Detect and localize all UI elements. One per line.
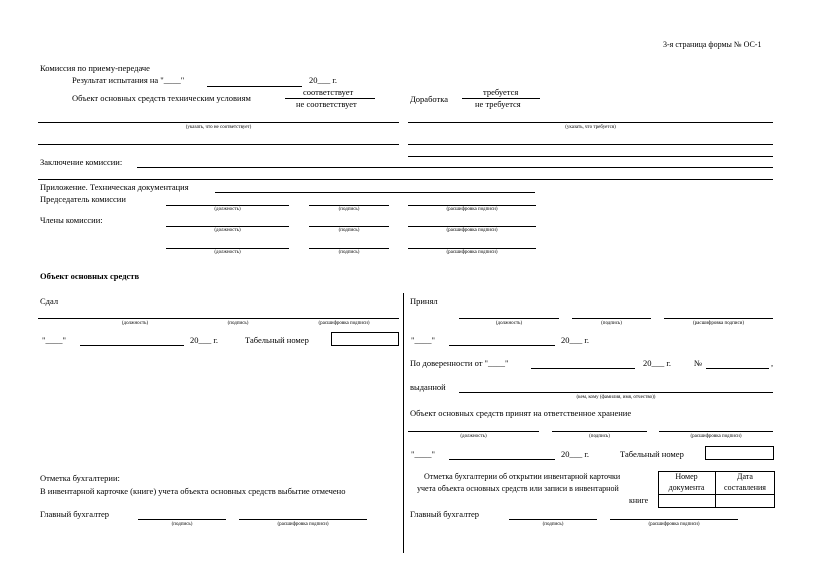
proxy-year: 20___ г. xyxy=(643,358,672,368)
member2-position-line[interactable] xyxy=(166,248,289,249)
test-result-label: Результат испытания на "____" xyxy=(72,75,185,85)
handed-decoding-caption: (расшифровка подписи) xyxy=(318,321,370,326)
right-chief-signature-caption: (подпись) xyxy=(542,522,564,527)
chairman-signature-line[interactable] xyxy=(309,205,389,206)
object-conditions-label: Объект основных средств техническим условиям xyxy=(72,93,251,103)
custody-position-line[interactable] xyxy=(408,431,539,432)
date-header: Дата xyxy=(737,472,753,481)
custody-year: 20___ г. xyxy=(561,449,590,459)
custody-decoding-caption: (расшифровка подписи) xyxy=(690,434,742,439)
chairman-label: Председатель комиссии xyxy=(40,194,126,204)
required-line[interactable] xyxy=(408,122,773,123)
conclusion-line[interactable] xyxy=(137,167,773,168)
custody-signature-line[interactable] xyxy=(552,431,647,432)
handed-decoding-line[interactable] xyxy=(290,318,398,319)
not-complies-line[interactable] xyxy=(38,122,399,123)
custody-text: Объект основных средств принят на ответственное хранение xyxy=(410,408,632,418)
custody-decoding-line[interactable] xyxy=(659,431,773,432)
member2-position-caption: (должность) xyxy=(214,250,241,255)
handed-signature-line[interactable] xyxy=(198,318,278,319)
complies-option[interactable]: соответствует xyxy=(303,87,354,97)
handed-date-line[interactable] xyxy=(80,345,184,346)
rework-label: Доработка xyxy=(410,94,449,104)
received-position-caption: (должность) xyxy=(495,321,523,326)
left-accounting-mark-title: Отметка бухгалтерии: xyxy=(40,473,120,483)
handed-position-line[interactable] xyxy=(84,318,186,319)
chairman-decoding-caption: (расшифровка подписи) xyxy=(446,207,498,212)
left-chief-decoding-line[interactable] xyxy=(239,519,367,520)
issued-label: выданной xyxy=(410,382,446,392)
handed-tab-number-field[interactable] xyxy=(331,332,399,346)
right-chief-decoding-line[interactable] xyxy=(610,519,738,520)
doc-number-header: Номер xyxy=(675,472,698,481)
member1-signature-caption: (подпись) xyxy=(338,228,360,233)
handed-tab-number-label: Табельный номер xyxy=(245,335,309,345)
member1-decoding-caption: (расшифровка подписи) xyxy=(446,228,498,233)
chairman-decoding-line[interactable] xyxy=(408,205,536,206)
proxy-date-line[interactable] xyxy=(531,368,635,369)
right-chief-signature-line[interactable] xyxy=(509,519,597,520)
proxy-comma: , xyxy=(771,358,774,368)
doc-number-cell[interactable] xyxy=(659,495,715,506)
required-line-2[interactable] xyxy=(408,144,773,145)
chairman-signature-caption: (подпись) xyxy=(338,207,360,212)
right-chief-accountant-label: Главный бухгалтер xyxy=(410,509,480,519)
received-decoding-caption: (расшифровка подписи) xyxy=(692,321,745,326)
hint-not-complies: (указать, что не соответствует) xyxy=(185,125,252,130)
attachment-label: Приложение. Техническая документация xyxy=(40,182,189,192)
date-header-2: составления xyxy=(724,483,766,492)
member2-signature-line[interactable] xyxy=(309,248,389,249)
members-label: Члены комиссии: xyxy=(40,215,103,225)
proxy-number-sign: № xyxy=(694,358,703,368)
test-date-line[interactable] xyxy=(207,86,302,87)
received-signature-line[interactable] xyxy=(572,318,651,319)
rework-required-option[interactable]: требуется xyxy=(483,87,519,97)
hint-required: (указать, что требуется) xyxy=(565,125,616,130)
handed-date-quote: "____" xyxy=(42,335,66,345)
right-accounting-mark-line3: книге xyxy=(629,496,649,505)
left-accounting-mark-text: В инвентарной карточке (книге) учета объекта основных средств выбытие отмечено xyxy=(40,486,346,496)
left-chief-accountant-label: Главный бухгалтер xyxy=(40,509,110,519)
left-chief-signature-caption: (подпись) xyxy=(171,522,193,527)
member1-signature-line[interactable] xyxy=(309,226,389,227)
received-decoding-line[interactable] xyxy=(664,318,773,319)
member1-decoding-line[interactable] xyxy=(408,226,536,227)
member2-decoding-line[interactable] xyxy=(408,248,536,249)
not-complies-line-2[interactable] xyxy=(38,144,399,145)
conclusion-label: Заключение комиссии: xyxy=(40,157,123,167)
issued-hint: (кем, кому (фамилия, имя, отчество)) xyxy=(576,395,656,400)
received-year: 20___ г. xyxy=(561,335,590,345)
doc-number-header-2: документа xyxy=(668,483,705,492)
member1-position-line[interactable] xyxy=(166,226,289,227)
attachment-line[interactable] xyxy=(215,192,535,193)
right-chief-decoding-caption: (расшифровка подписи) xyxy=(648,522,700,527)
custody-date-quote: "____" xyxy=(411,449,435,459)
required-line-3[interactable] xyxy=(408,156,773,157)
member1-position-caption: (должность) xyxy=(214,228,241,233)
received-date-line[interactable] xyxy=(449,345,555,346)
left-chief-signature-line[interactable] xyxy=(138,519,226,520)
custody-tab-number-label: Табельный номер xyxy=(620,449,684,459)
proxy-label: По доверенности от "____" xyxy=(410,358,509,368)
chairman-position-caption: (должность) xyxy=(214,207,241,212)
column-divider xyxy=(403,293,404,553)
received-position-line[interactable] xyxy=(459,318,559,319)
received-label: Принял xyxy=(410,296,438,306)
handed-label: Сдал xyxy=(40,296,59,306)
received-signature-caption: (подпись) xyxy=(601,321,622,326)
left-chief-decoding-caption: (расшифровка подписи) xyxy=(277,522,329,527)
custody-date-line[interactable] xyxy=(449,459,555,460)
custody-tab-number-field[interactable] xyxy=(705,446,774,460)
member2-signature-caption: (подпись) xyxy=(338,250,360,255)
object-section-heading: Объект основных средств xyxy=(40,271,140,281)
date-cell[interactable] xyxy=(716,495,773,506)
handed-position-caption: (должность) xyxy=(121,321,149,326)
issued-line[interactable] xyxy=(459,392,773,393)
custody-position-caption: (должность) xyxy=(460,434,487,439)
chairman-position-line[interactable] xyxy=(166,205,289,206)
not-complies-option[interactable]: не соответствует xyxy=(296,99,357,109)
commission-heading: Комиссия по приему-передаче xyxy=(40,63,150,73)
form-page-label: 3-я страница формы № ОС-1 xyxy=(663,40,762,49)
right-accounting-mark-line2: учета объекта основных средств или записи в инвентарной xyxy=(417,484,619,493)
proxy-number-line[interactable] xyxy=(706,368,769,369)
handed-signature-caption: (подпись) xyxy=(227,321,249,326)
right-accounting-mark-line1: Отметка бухгалтерии об открытии инвентарной карточки xyxy=(424,472,621,481)
test-year: 20___ г. xyxy=(309,75,338,85)
custody-signature-caption: (подпись) xyxy=(589,434,610,439)
received-date-quote: "____" xyxy=(411,335,435,345)
conclusion-line-2[interactable] xyxy=(38,179,773,180)
member2-decoding-caption: (расшифровка подписи) xyxy=(446,250,498,255)
rework-not-required-option[interactable]: не требуется xyxy=(475,99,521,109)
handed-year: 20___ г. xyxy=(190,335,219,345)
